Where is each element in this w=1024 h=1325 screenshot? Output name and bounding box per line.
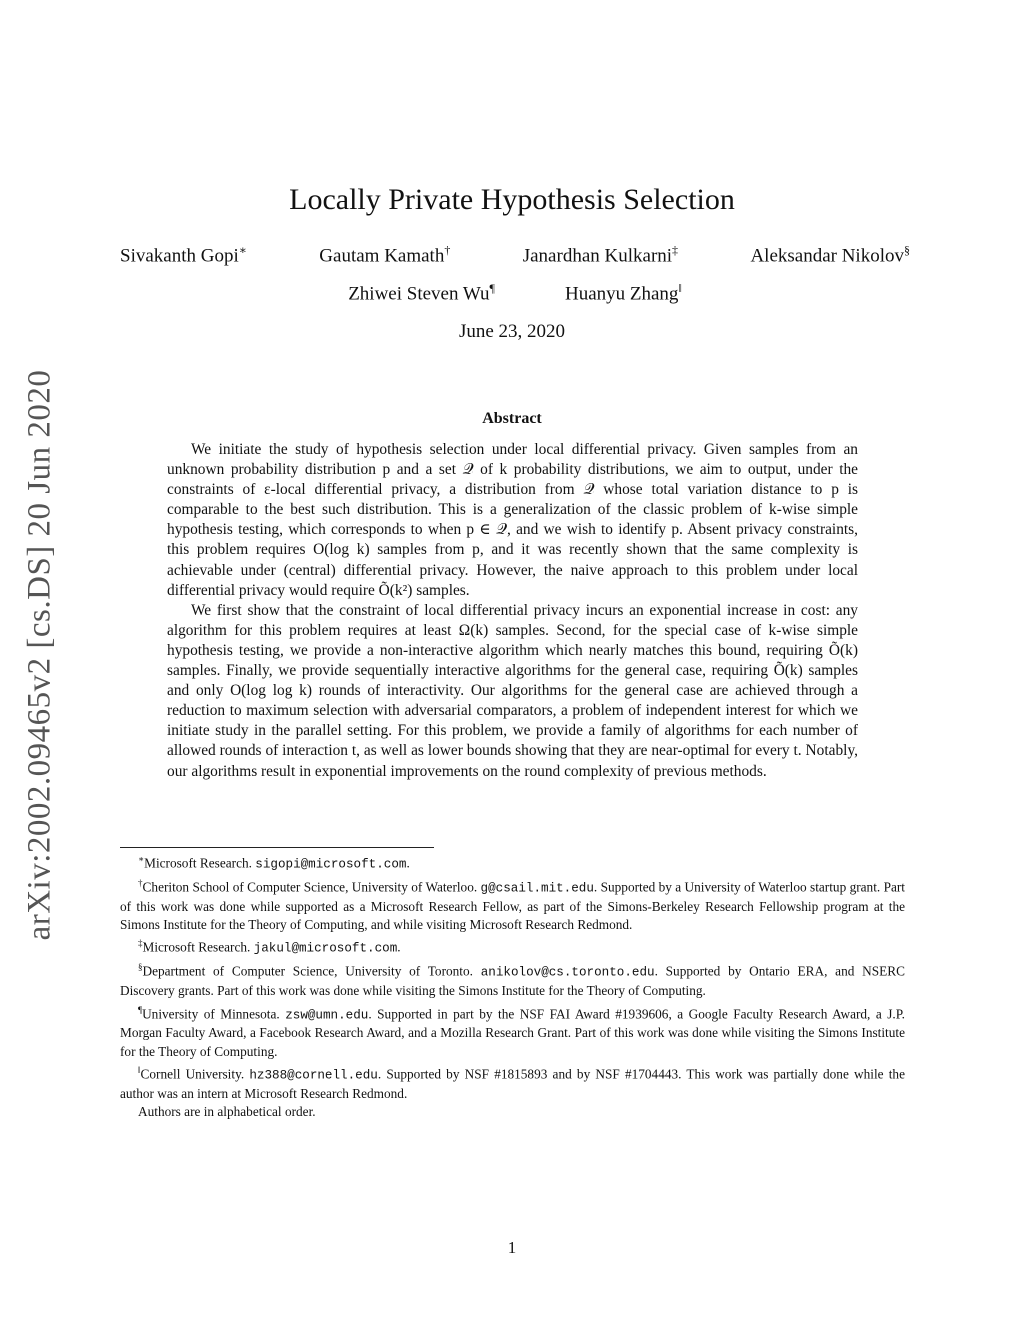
authors-row-2 [120, 281, 910, 305]
author: Aleksandar Nikolov§ [750, 243, 910, 267]
email-link[interactable]: hz388@cornell.edu [249, 1068, 378, 1083]
paper-title: Locally Private Hypothesis Selection [289, 183, 735, 216]
authors-row-1 [120, 243, 910, 267]
abstract-heading: Abstract [482, 410, 542, 427]
email-link[interactable]: anikolov@cs.toronto.edu [480, 965, 655, 980]
footnote: ¶University of Minnesota. zsw@umn.edu. Supported in part by the NSF FAI Award #1939606, a Google Faculty Research Award, a J.P. Morgan Faculty Award, a Facebook Research Award, and a Mozilla Research Grant. Part of this work was done while visiting the Simons Institute for the Theory of Computing. [120, 1004, 905, 1059]
author: Janardhan Kulkarni‡ [522, 243, 679, 267]
arxiv-id: arXiv:2002.09465v2 [cs.DS] 20 Jun 2020 [21, 369, 58, 941]
author-order-note: Authors are in alphabetical order. [138, 1104, 316, 1120]
footnote: ‖Cornell University. hz388@cornell.edu. Supported by NSF #1815893 and by NSF #1704443. This work was partially done while the author was an intern at Microsoft Research Redmond. [120, 1065, 905, 1101]
email-link[interactable]: sigopi@microsoft.com [255, 857, 407, 872]
paper-date: June 23, 2020 [458, 321, 566, 342]
page-number: 1 [507, 1238, 517, 1257]
author: Zhiwei Steven Wu¶ [348, 281, 495, 305]
abstract-paragraph: We initiate the study of hypothesis selection under local differential privacy. Given samples from an unknown probability distribution p and a set 𝒬 of k probability distributions, we aim to output, under the constraints of ε-local differential privacy, a distribution from 𝒬 whose total variation distance to p is comparable to the best such distribution. This is a generalization of the classic problem of k-wise simple hypothesis testing, which corresponds to when p ∈ 𝒬, and we wish to identify p. Absent privacy constraints, this problem requires O(log k) samples from p, and it was recently shown that the same complexity is achievable under (central) differential privacy. However, the naive approach to this problem under local differential privacy would require Õ(k²) samples. [167, 441, 858, 599]
footnote: ∗Microsoft Research. sigopi@microsoft.com. [138, 854, 410, 872]
footnote-rule [120, 847, 434, 848]
author: Sivakanth Gopi∗ [120, 243, 247, 267]
abstract-body [167, 440, 858, 782]
footnote: §Department of Computer Science, University of Toronto. anikolov@cs.toronto.edu. Supported by Ontario ERA, and NSERC Discovery grants. Part of this work was done while visiting the Simons Institute for the Theory of Computing. [120, 962, 906, 999]
email-link[interactable]: g@csail.mit.edu [480, 881, 594, 896]
abstract-paragraph: We first show that the constraint of local differential privacy incurs an exponential increase in cost: any algorithm for this problem requires at least Ω(k) samples. Second, for the special case of k-wise simple hypothesis testing, we provide a non-interactive algorithm which nearly matches this bound, requiring Õ(k) samples. Finally, we provide sequentially interactive algorithms for the general case, requiring Õ(k) samples and only O(log log k) rounds of interactivity. Our algorithms for the general case are achieved through a reduction to maximum selection with adversarial comparators, a problem of independent interest for which we initiate study in the parallel setting. For this problem, we provide a family of algorithms for each number of allowed rounds of interaction t, as well as lower bounds showing that they are near-optimal for every t. Notably, our algorithms result in exponential improvements on the round complexity of previous methods. [167, 601, 858, 780]
email-link[interactable]: jakul@microsoft.com [253, 941, 398, 956]
arxiv-sidebar-stamp [20, 360, 60, 950]
email-link[interactable]: zsw@umn.edu [285, 1007, 369, 1022]
author: Huanyu Zhang‖ [564, 281, 682, 305]
footnotes [120, 850, 905, 1122]
author: Gautam Kamath† [319, 243, 451, 267]
footnote: †Cheriton School of Computer Science, University of Waterloo. g@csail.mit.edu. Supported by a University of Waterloo startup grant. Part of this work was done while supported as a Microsoft Research Fellow, as part of the Simons-Berkeley Research Fellowship program at the Simons Institute for the Theory of Computing, and while visiting Microsoft Research Redmond. [120, 877, 906, 933]
footnote: ‡Microsoft Research. jakul@microsoft.com. [138, 938, 401, 956]
